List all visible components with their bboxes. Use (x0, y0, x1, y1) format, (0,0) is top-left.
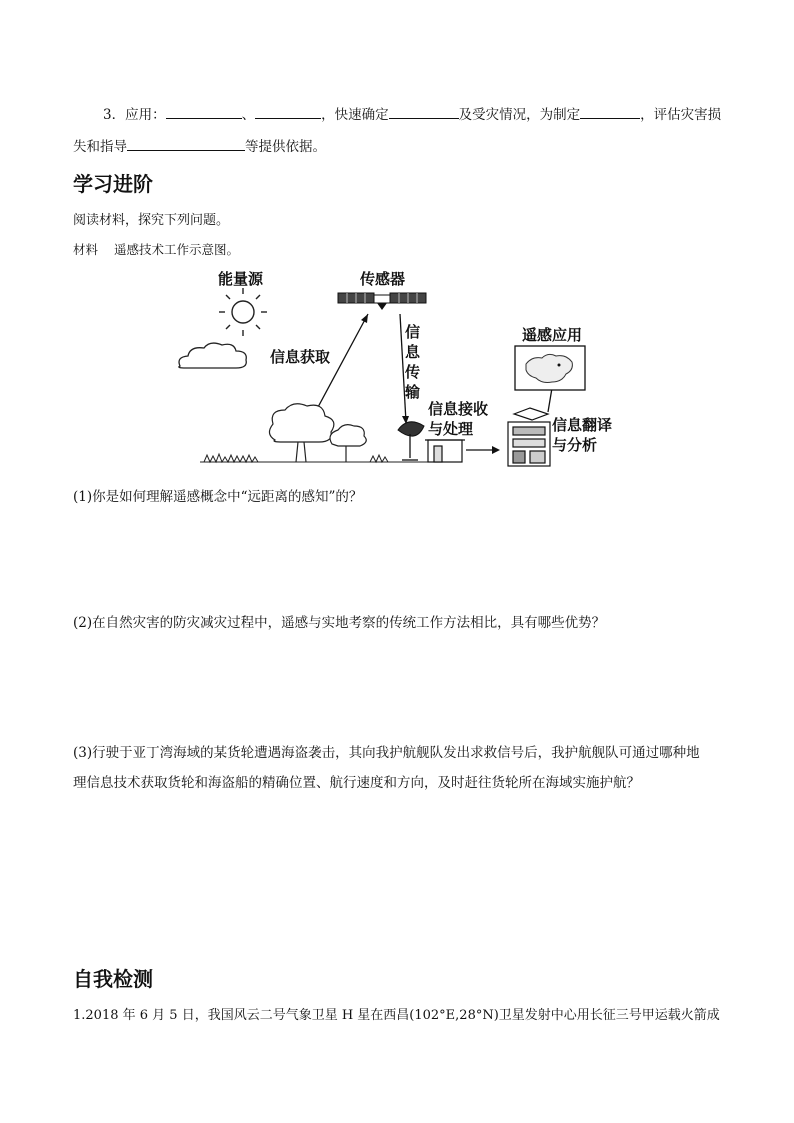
tree-icon (269, 404, 366, 462)
arrowhead-icon (492, 446, 500, 454)
translate-label-2: 与分析 (552, 436, 598, 454)
instruction: 阅读材料，探究下列问题。 (73, 213, 230, 228)
receive-label-2: 与处理 (428, 420, 474, 438)
arrowhead-icon (361, 314, 368, 323)
satellite-icon (338, 293, 426, 310)
receive-label-1: 信息接收 (428, 400, 489, 418)
info-transmit-4: 输 (405, 383, 421, 401)
blank-5[interactable] (127, 137, 245, 151)
section3-text: 失和指导 (73, 139, 127, 155)
info-transmit-2: 息 (405, 343, 421, 361)
material-text: 遥感技术工作示意图。 (114, 242, 240, 257)
energy-source-label: 能量源 (218, 270, 264, 288)
separator: 及受灾情况，为制定 (458, 107, 581, 123)
ground-icon (200, 454, 430, 462)
section3-line1 (103, 103, 721, 123)
remote-sensing-diagram (170, 262, 630, 472)
blank-3[interactable] (389, 105, 459, 119)
sensor-label: 传感器 (360, 270, 406, 288)
heading-self-test: 自我检测 (73, 967, 153, 991)
info-transmit-1: 信 (405, 323, 421, 341)
heading-study: 学习进阶 (73, 172, 153, 196)
separator: ，快速确定 (321, 107, 389, 123)
question-3-line1: (3)行驶于亚丁湾海域的某货轮遭遇海盗袭击，其向我护航舰队发出求救信号后，我护航舰队可通过哪种地 (73, 745, 700, 761)
blank-2[interactable] (255, 105, 321, 119)
china-map-icon (515, 346, 585, 390)
blank-4[interactable] (580, 105, 640, 119)
material-caption (73, 240, 239, 258)
self-test-question-1: 1.2018 年 6 月 5 日，我国风云二号气象卫星 H 星在西昌(102°E,28°N)卫星发射中心用长征三号甲运载火箭成 (73, 1008, 720, 1023)
question-3-line2: 理信息技术获取货轮和海盗船的精确位置、航行速度和方向，及时赶往货轮所在海域实施护航？ (73, 775, 640, 791)
separator: 、 (241, 107, 256, 123)
question-2: (2)在自然灾害的防灾减灾过程中，遥感与实地考察的传统工作方法相比，具有哪些优势？ (73, 615, 606, 631)
satellite-dish-icon (398, 422, 424, 460)
translate-label-1: 信息翻译 (552, 416, 613, 434)
section3-text: 等提供依据。 (245, 139, 326, 155)
computer-icon (508, 408, 550, 466)
section3-lead: 3．应用： (103, 107, 166, 123)
sun-icon (219, 288, 267, 336)
info-transmit-3: 传 (405, 363, 421, 381)
info-acquire-label: 信息获取 (270, 348, 331, 366)
question-1: (1)你是如何理解遥感概念中“远距离的感知”的？ (73, 489, 363, 505)
cloud-icon (179, 343, 246, 368)
material-tag: 材料 (73, 242, 99, 257)
blank-1[interactable] (166, 105, 242, 119)
application-label: 遥感应用 (522, 326, 583, 344)
separator: ，评估灾害损 (640, 107, 722, 123)
station-building-icon (425, 440, 465, 462)
section3-line2 (73, 135, 326, 155)
